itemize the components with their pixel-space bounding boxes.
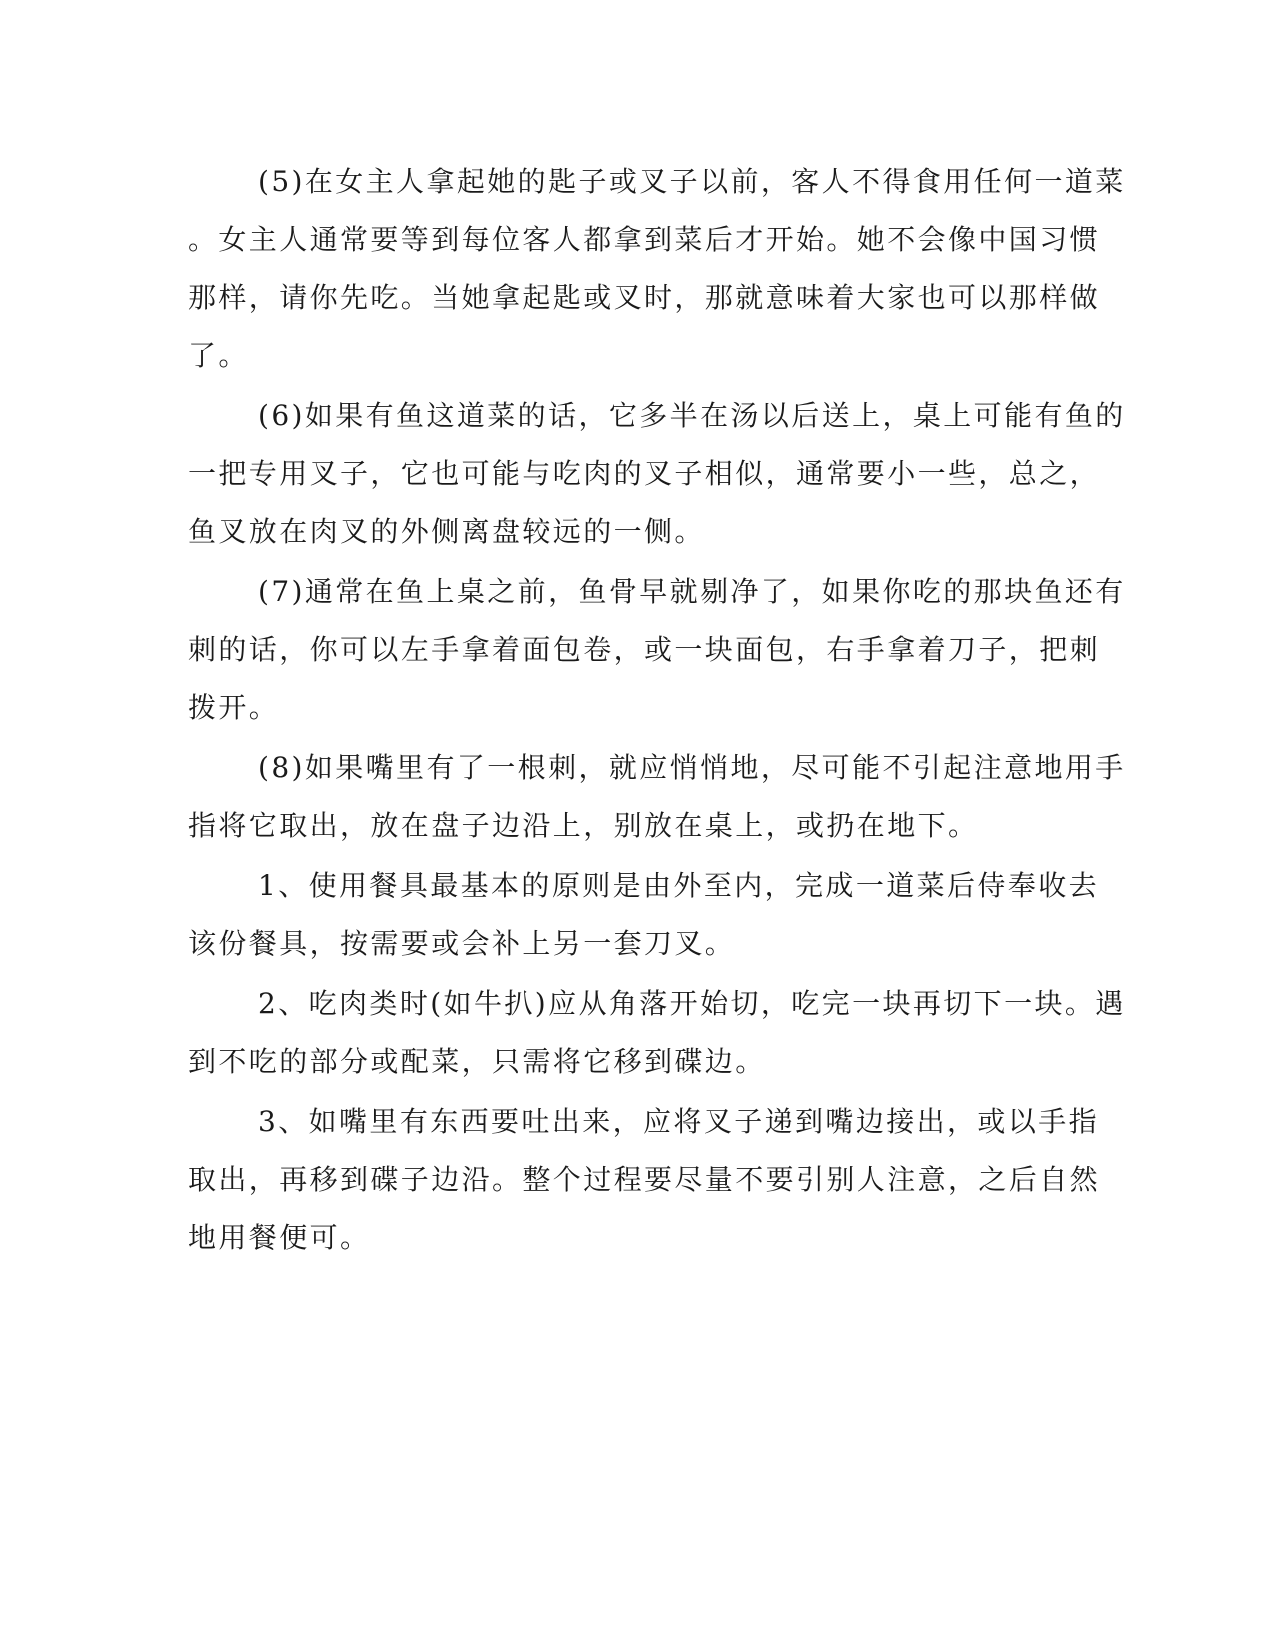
paragraph-8-line-1: (8)如果嘴里有了一根刺，就应悄悄地，尽可能不引起注意地用手 bbox=[258, 751, 1126, 784]
item-2-line-1: 2、吃肉类时(如牛扒)应从角落开始切，吃完一块再切下一块。遇 bbox=[258, 987, 1126, 1020]
item-3-line-1: 3、如嘴里有东西要吐出来，应将叉子递到嘴边接出，或以手指 bbox=[258, 1105, 1100, 1138]
paragraph-5-line-3: 那样，请你先吃。当她拿起匙或叉时，那就意味着大家也可以那样做 bbox=[188, 281, 1101, 314]
paragraph-7-line-1: (7)通常在鱼上桌之前，鱼骨早就剔净了，如果你吃的那块鱼还有 bbox=[258, 575, 1126, 608]
paragraph-8-line-2: 指将它取出，放在盘子边沿上，别放在桌上，或扔在地下。 bbox=[188, 809, 979, 842]
paragraph-5-line-1: (5)在女主人拿起她的匙子或叉子以前，客人不得食用任何一道菜 bbox=[258, 165, 1126, 198]
item-1-line-1: 1、使用餐具最基本的原则是由外至内，完成一道菜后侍奉收去 bbox=[258, 869, 1100, 902]
paragraph-7-line-3: 拨开。 bbox=[188, 691, 280, 724]
paragraph-7-line-2: 刺的话，你可以左手拿着面包卷，或一块面包，右手拿着刀子，把刺 bbox=[188, 633, 1101, 666]
item-3-line-2: 取出，再移到碟子边沿。整个过程要尽量不要引别人注意，之后自然 bbox=[188, 1163, 1101, 1196]
paragraph-5-line-2: 。女主人通常要等到每位客人都拿到菜后才开始。她不会像中国习惯 bbox=[188, 223, 1101, 256]
paragraph-6-line-2: 一把专用叉子，它也可能与吃肉的叉子相似，通常要小一些，总之， bbox=[188, 457, 1101, 490]
item-1-line-2: 该份餐具，按需要或会补上另一套刀叉。 bbox=[188, 927, 736, 960]
paragraph-6-line-3: 鱼叉放在肉叉的外侧离盘较远的一侧。 bbox=[188, 515, 705, 548]
item-3-line-3: 地用餐便可。 bbox=[188, 1221, 371, 1254]
paragraph-6-line-1: (6)如果有鱼这道菜的话，它多半在汤以后送上，桌上可能有鱼的 bbox=[258, 399, 1126, 432]
item-2-line-2: 到不吃的部分或配菜，只需将它移到碟边。 bbox=[188, 1045, 766, 1078]
paragraph-5-line-4: 了。 bbox=[188, 339, 249, 372]
